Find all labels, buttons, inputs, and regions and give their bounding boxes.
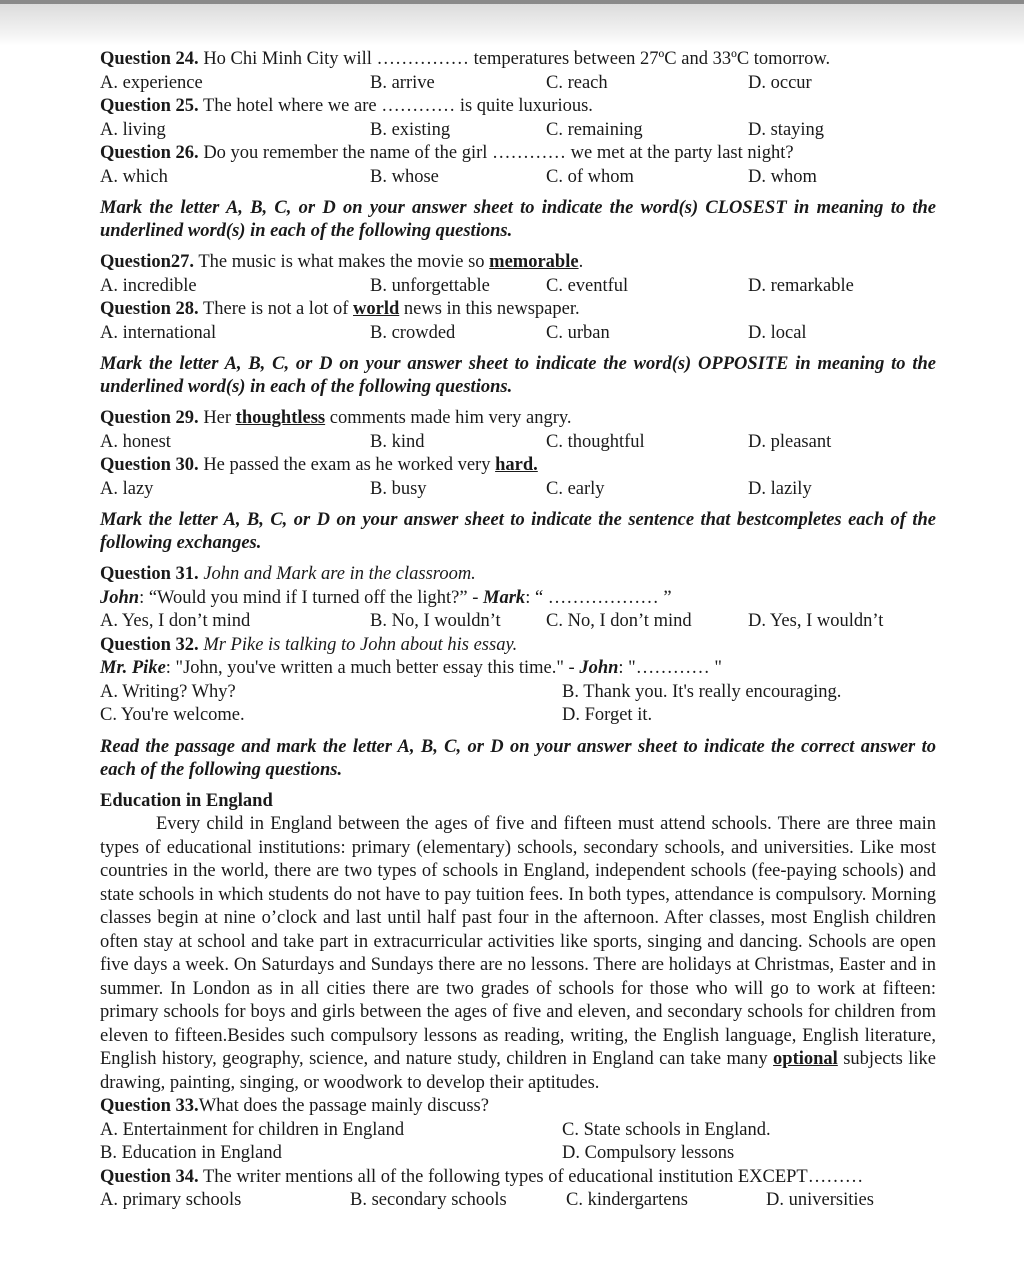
question-24: Question 24. Ho Chi Minh City will …………… temperatures between 27ºC and 33ºC tomorrow. xyxy=(100,49,831,69)
question-32-options-row1 xyxy=(100,681,936,705)
option-c[interactable]: C. No, I don’t mind xyxy=(546,611,692,631)
instruction-passage: Read the passage and mark the letter A, B, C, or D on your answer sheet to indicate the correct answer to each of the following questions. xyxy=(100,736,936,780)
passage-title: Education in England xyxy=(100,790,273,811)
question-27: Question27. The music is what makes the movie so memorable. xyxy=(100,252,584,272)
option-d[interactable]: D. universities xyxy=(766,1190,874,1210)
exam-page xyxy=(100,48,936,1213)
option-a[interactable]: A. Writing? Why? xyxy=(100,681,236,702)
option-a[interactable]: A. honest xyxy=(100,431,171,452)
question-34-options xyxy=(100,1189,936,1213)
option-c[interactable]: C. remaining xyxy=(546,119,643,140)
option-b[interactable]: B. existing xyxy=(370,119,451,140)
option-b[interactable]: B. Thank you. It's really encouraging. xyxy=(562,681,842,702)
underlined-word: hard. xyxy=(495,455,538,475)
option-a[interactable]: A. which xyxy=(100,166,168,187)
question-24-options xyxy=(100,72,936,96)
top-shadow-bar xyxy=(0,0,1024,46)
option-a[interactable]: A. experience xyxy=(100,72,203,93)
option-c[interactable]: C. reach xyxy=(546,72,608,93)
question-25: Question 25. The hotel where we are ………… is quite luxurious. xyxy=(100,96,593,116)
option-c[interactable]: C. of whom xyxy=(546,166,634,187)
question-31: Question 31. John and Mark are in the classroom. xyxy=(100,564,476,584)
option-b[interactable]: B. whose xyxy=(370,166,439,187)
option-d[interactable]: D. Forget it. xyxy=(562,705,653,725)
option-d[interactable]: D. whom xyxy=(748,166,817,187)
question-29: Question 29. Her thoughtless comments made him very angry. xyxy=(100,408,572,428)
question-32: Question 32. Mr Pike is talking to John about his essay. xyxy=(100,634,518,655)
option-c[interactable]: C. early xyxy=(546,478,605,499)
option-d[interactable]: D. pleasant xyxy=(748,431,832,452)
question-34: Question 34. The writer mentions all of the following types of educational institution EXCEPT……… xyxy=(100,1166,864,1187)
question-27-options xyxy=(100,275,936,299)
option-b[interactable]: B. Education in England xyxy=(100,1143,282,1163)
option-d[interactable]: D. Yes, I wouldn’t xyxy=(748,611,884,631)
question-29-options xyxy=(100,431,936,455)
instruction-opposite: Mark the letter A, B, C, or D on your answer sheet to indicate the word(s) OPPOSITE in meaning to the underlined word(s) in each of the following questions. xyxy=(100,354,936,397)
question-33: Question 33.What does the passage mainly discuss? xyxy=(100,1096,489,1116)
option-a[interactable]: A. living xyxy=(100,119,166,140)
option-a[interactable]: A. primary schools xyxy=(100,1190,242,1210)
option-c[interactable]: C. You're welcome. xyxy=(100,705,245,725)
option-b[interactable]: B. busy xyxy=(370,478,427,499)
passage-body: Every child in England between the ages of five and fifteen must attend schools. There are three main types of educational institutions: primary (elementary) schools, secondary schools, and universities. Like most countries in the world, there are two types of schools in England, independent schools (fee-paying schools) and state schools in which students do not have to pay tuition fees. In both types, attendance is compulsory. Morning classes begin at nine o’clock and last until half past four in the afternoon. After classes, most English children often stay at school and take part in extracurricular activities like sports, singing and dancing. Schools are open five days a week. On Saturdays and Sundays there are no lessons. There are holidays at Christmas, Easter and in summer. In London as in all cities there are two grades of schools for those who will go to work at fifteen: primary schools for boys and girls between the ages of five and eleven, and secondary schools for children from eleven to fifteen.Besides such compulsory lessons as reading, writing, the English language, English literature, English history, geography, science, and nature study, children in England can take many optional subjects like drawing, painting, singing, or woodwork to develop their aptitudes. xyxy=(100,814,936,1093)
option-d[interactable]: D. lazily xyxy=(748,478,812,499)
option-b[interactable]: B. unforgettable xyxy=(370,275,490,296)
option-a[interactable]: A. Yes, I don’t mind xyxy=(100,611,251,631)
underlined-word: optional xyxy=(773,1049,838,1069)
option-a[interactable]: A. incredible xyxy=(100,275,197,296)
question-25-options xyxy=(100,119,936,143)
option-b[interactable]: B. secondary schools xyxy=(350,1190,507,1210)
option-b[interactable]: B. kind xyxy=(370,431,425,452)
instruction-closest: Mark the letter A, B, C, or D on your answer sheet to indicate the word(s) CLOSEST in meaning to the underlined word(s) in each of the following questions. xyxy=(100,198,936,241)
option-a[interactable]: A. international xyxy=(100,322,217,343)
option-d[interactable]: D. local xyxy=(748,322,807,343)
question-32-dialogue: Mr. Pike: "John, you've written a much better essay this time." - John: "………… " xyxy=(100,658,722,678)
question-26-options xyxy=(100,166,936,190)
question-31-dialogue: John: “Would you mind if I turned off the light?” - Mark: “ ……………… ” xyxy=(100,587,672,608)
option-c[interactable]: C. eventful xyxy=(546,275,629,296)
instruction-exchanges: Mark the letter A, B, C, or D on your answer sheet to indicate the sentence that bestcompletes each of the following exchanges. xyxy=(100,510,936,553)
question-26: Question 26. Do you remember the name of the girl ………… we met at the party last night? xyxy=(100,143,794,163)
question-30-options xyxy=(100,478,936,502)
option-b[interactable]: B. crowded xyxy=(370,322,456,343)
underlined-word: thoughtless xyxy=(235,408,326,428)
option-b[interactable]: B. No, I wouldn’t xyxy=(370,611,501,631)
option-b[interactable]: B. arrive xyxy=(370,72,435,93)
option-d[interactable]: D. Compulsory lessons xyxy=(562,1143,735,1163)
option-c[interactable]: C. kindergartens xyxy=(566,1190,688,1210)
question-33-options-row2 xyxy=(100,1142,936,1166)
question-28-options xyxy=(100,322,936,346)
option-d[interactable]: D. staying xyxy=(748,119,825,140)
option-a[interactable]: A. lazy xyxy=(100,478,154,499)
question-28: Question 28. There is not a lot of world news in this newspaper. xyxy=(100,299,580,319)
question-32-options-row2 xyxy=(100,704,936,728)
option-c[interactable]: C. urban xyxy=(546,322,610,343)
underlined-word: memorable xyxy=(489,252,579,272)
question-33-options-row1 xyxy=(100,1119,936,1143)
option-d[interactable]: D. occur xyxy=(748,72,812,93)
underlined-word: world xyxy=(353,299,400,319)
question-31-options xyxy=(100,610,936,634)
option-a[interactable]: A. Entertainment for children in England xyxy=(100,1119,405,1140)
option-c[interactable]: C. State schools in England. xyxy=(562,1119,771,1140)
question-30: Question 30. He passed the exam as he worked very hard. xyxy=(100,455,538,475)
option-c[interactable]: C. thoughtful xyxy=(546,431,645,452)
option-d[interactable]: D. remarkable xyxy=(748,275,854,296)
